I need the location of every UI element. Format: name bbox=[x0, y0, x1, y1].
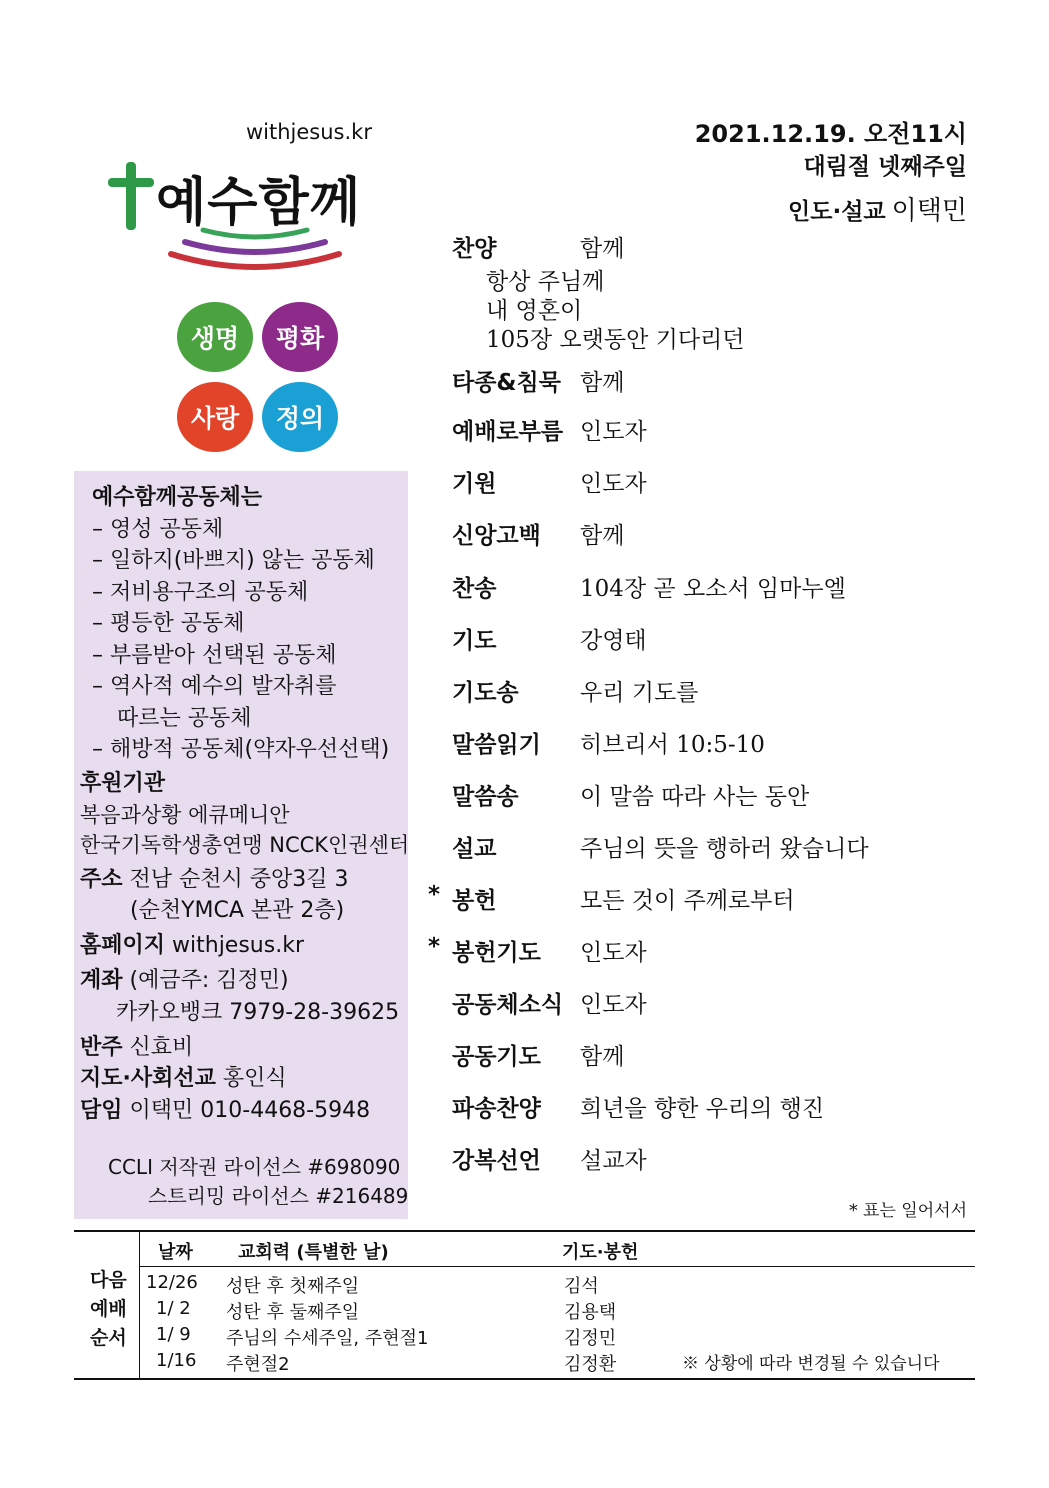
logo-title: 예수함께 bbox=[156, 173, 361, 233]
header-prayer: 기도·봉헌 bbox=[562, 1242, 639, 1263]
praise-song: 내 영혼이 bbox=[486, 298, 583, 324]
header-calendar: 교회력 (특별한 날) bbox=[238, 1242, 389, 1263]
pastor: 담임 이택민 010-4468-5948 bbox=[80, 1098, 371, 1123]
community-item: – 일하지(바쁘지) 않는 공동체 bbox=[92, 548, 375, 573]
address-line2: (순천YMCA 본관 2층) bbox=[130, 898, 345, 923]
service-date: 2021.12.19. 오전11시 bbox=[694, 120, 967, 148]
account-number: 카카오뱅크 7979-28-39625 bbox=[116, 1000, 400, 1025]
community-item: 따르는 공동체 bbox=[117, 706, 252, 731]
next-schedule-table: 다음 예배 순서 날짜 교회력 (특별한 날) 기도·봉헌 12/26 성탄 후 첫째주일 김석 1/ 2 성탄 후 둘째주일 김용택 1/ 9 주님의 수세주일, 주현절1 김정민 1/16 주현절2 김정환 ※ 상황에 따라 변경될 수 있습니다 bbox=[74, 1230, 975, 1380]
circle-justice: 정의 bbox=[262, 382, 338, 452]
header-date: 날짜 bbox=[158, 1242, 193, 1263]
streaming-license: 스트리밍 라이선스 #216489 bbox=[148, 1184, 409, 1208]
stand-note: * 표는 일어서서 bbox=[849, 1201, 967, 1221]
praise-song: 항상 주님께 bbox=[486, 269, 605, 295]
leader-name: 이택민 bbox=[891, 196, 967, 226]
sponsor-line: 복음과상황 에큐메니안 bbox=[80, 803, 290, 827]
homepage: 홈페이지 withjesus.kr bbox=[80, 933, 304, 958]
cross-icon bbox=[108, 160, 154, 232]
sponsor-label: 후원기관 bbox=[80, 771, 166, 796]
community-item: – 평등한 공동체 bbox=[92, 611, 245, 636]
sponsor-line: 한국기독학생총연맹 NCCK인권센터 bbox=[80, 833, 410, 857]
community-item: – 해방적 공동체(약자우선선택) bbox=[92, 737, 390, 762]
circle-peace: 평화 bbox=[262, 302, 338, 372]
community-item: – 역사적 예수의 발자취를 bbox=[92, 674, 337, 699]
rainbow-arcs-icon bbox=[165, 222, 345, 274]
schedule-side-label: 다음 예배 순서 bbox=[90, 1269, 127, 1349]
praise-song: 105장 오랫동안 기다리던 bbox=[486, 327, 745, 353]
community-item: – 저비용구조의 공동체 bbox=[92, 580, 309, 605]
community-item: – 영성 공동체 bbox=[92, 517, 224, 542]
leader-label: 인도·설교 bbox=[788, 199, 886, 225]
circle-love: 사랑 bbox=[177, 382, 253, 452]
address: 주소 전남 순천시 중앙3길 3 bbox=[80, 867, 349, 892]
accompanist: 반주 신효비 bbox=[80, 1035, 194, 1060]
community-heading: 예수함께공동체는 bbox=[92, 485, 263, 510]
leader-line bbox=[788, 190, 967, 227]
ccli-license: CCLI 저작권 라이선스 #698090 bbox=[108, 1155, 401, 1179]
mentor: 지도·사회선교 홍인식 bbox=[80, 1066, 287, 1091]
schedule-note: ※ 상황에 따라 변경될 수 있습니다 bbox=[682, 1354, 940, 1374]
site-url: withjesus.kr bbox=[246, 120, 372, 144]
circle-life: 생명 bbox=[177, 302, 253, 372]
community-item: – 부름받아 선택된 공동체 bbox=[92, 643, 337, 668]
liturgical-week: 대림절 넷째주일 bbox=[803, 154, 967, 180]
account: 계좌 (예금주: 김정민) bbox=[80, 968, 289, 993]
